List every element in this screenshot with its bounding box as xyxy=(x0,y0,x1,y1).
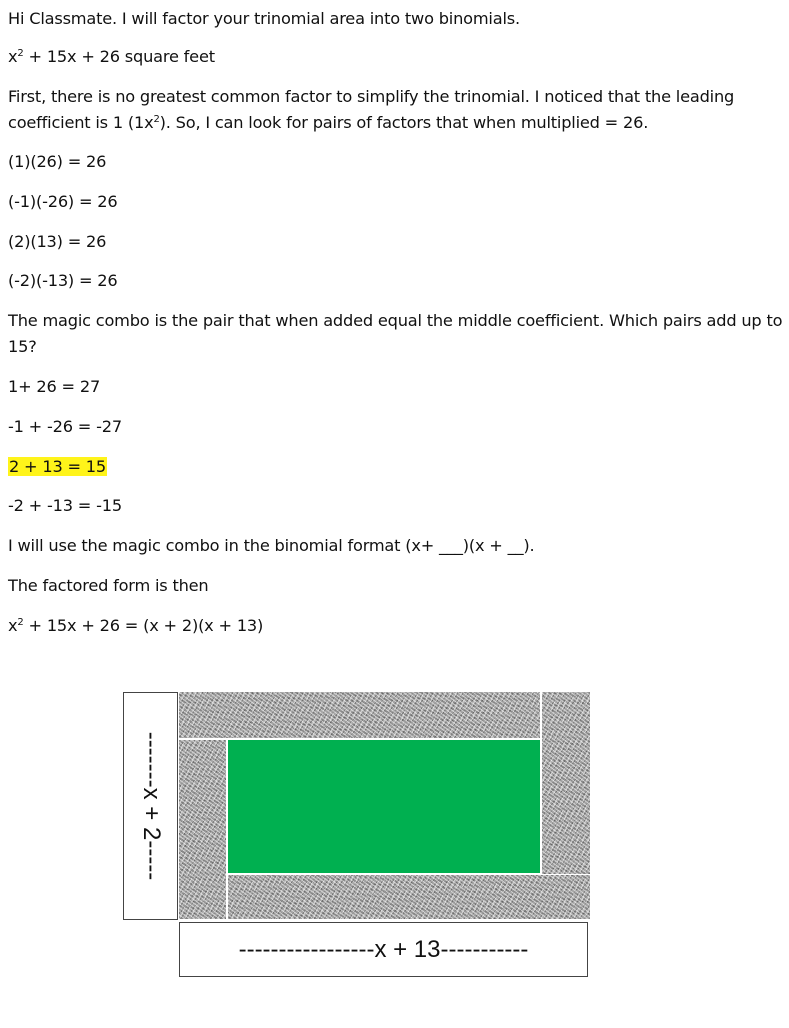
factor-pair-3: (2)(13) = 26 xyxy=(8,232,107,251)
sum-1: 1+ 26 = 27 xyxy=(8,377,101,396)
trinomial-text xyxy=(8,44,215,70)
side-length-label-box xyxy=(123,692,178,920)
final-exponent: 2 xyxy=(17,617,24,628)
highlighted-sum: 2 + 13 = 15 xyxy=(9,457,107,476)
sum-2: -1 + -26 = -27 xyxy=(8,417,122,436)
side-length-label: -------x + 2----- xyxy=(137,731,165,881)
first-part2: ). So, I can look for pairs of factors that when multiplied = 26. xyxy=(159,113,649,132)
bottom-length-label: -----------------x + 13----------- xyxy=(238,935,529,963)
binomial-format-text: I will use the magic combo in the binomial format (x+ ___)(x + __). xyxy=(8,536,535,555)
first-part1: First, there is no greatest common factor to simplify the trinomial. I noticed that the leading coefficient is 1 (1x xyxy=(8,87,735,132)
factor-pair-2: (-1)(-26) = 26 xyxy=(8,192,118,211)
trinomial-x: x xyxy=(8,47,18,66)
right-tile-strip xyxy=(541,691,591,875)
bottom-tile-strip xyxy=(227,874,591,920)
final-equation xyxy=(8,613,263,639)
greeting-text: Hi Classmate. I will factor your trinomial area into two binomials. xyxy=(8,9,520,28)
factor-pair-1: (1)(26) = 26 xyxy=(8,152,107,171)
left-tile-strip xyxy=(178,739,227,920)
first-exponent: 2 xyxy=(153,114,160,125)
sum-3-highlighted xyxy=(8,454,107,480)
factored-intro-text: The factored form is then xyxy=(8,576,209,595)
top-tile-strip xyxy=(178,691,541,739)
first-paragraph xyxy=(8,84,783,136)
trinomial-rest: + 15x + 26 square feet xyxy=(23,47,215,66)
final-rest: + 15x + 26 = (x + 2)(x + 13) xyxy=(23,616,264,635)
x-squared-area xyxy=(227,739,541,874)
trinomial-exponent: 2 xyxy=(17,48,24,59)
sum-4: -2 + -13 = -15 xyxy=(8,496,122,515)
factor-pair-4: (-2)(-13) = 26 xyxy=(8,271,118,290)
magic-intro-paragraph: The magic combo is the pair that when added equal the middle coefficient. Which pairs add up to 15? xyxy=(8,311,783,356)
final-x: x xyxy=(8,616,18,635)
bottom-length-label-box xyxy=(179,922,588,977)
